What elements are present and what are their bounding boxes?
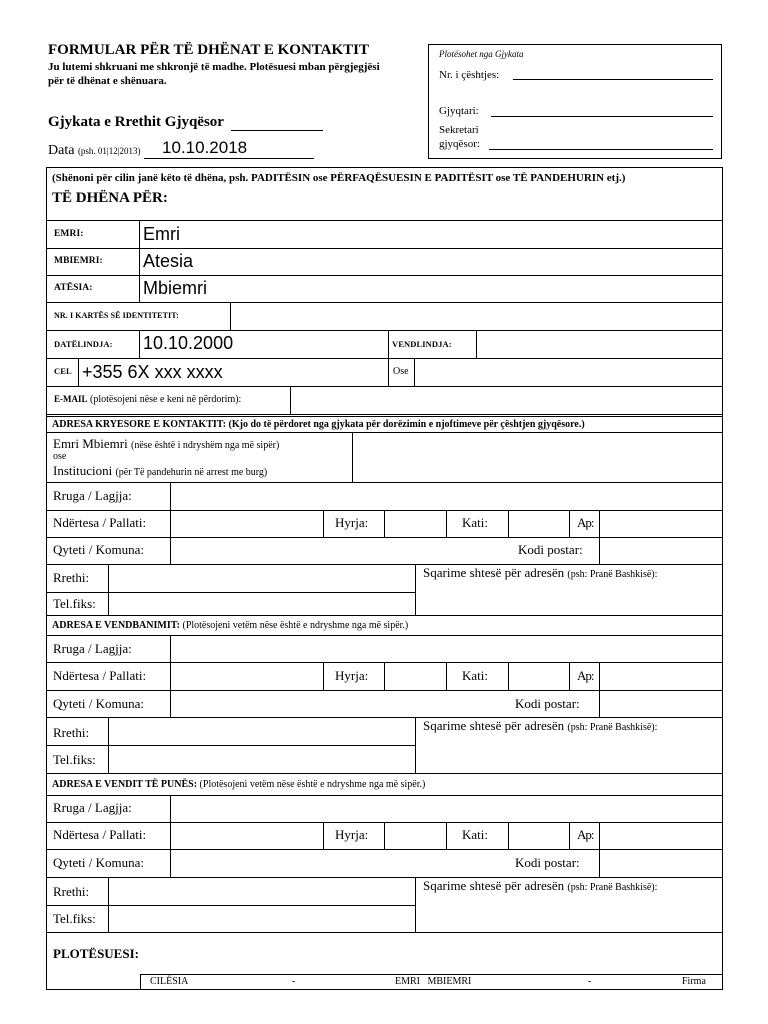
recipient-name-label: Emri Mbiemri	[53, 436, 128, 451]
residence-heading	[52, 620, 408, 631]
main-street-field[interactable]	[172, 484, 720, 508]
res-building-field[interactable]	[172, 664, 321, 688]
main-floor-label: Kati:	[462, 515, 488, 530]
main-city-field[interactable]	[172, 539, 510, 562]
main-phone-field[interactable]	[110, 594, 413, 614]
email-field[interactable]	[292, 388, 720, 412]
res-phone-label: Tel.fiks:	[53, 752, 96, 767]
work-district-label: Rrethi:	[53, 884, 90, 899]
res-postal-label: Kodi postar:	[515, 696, 580, 711]
main-entrance-field[interactable]	[386, 512, 444, 535]
work-phone-label: Tel.fiks:	[53, 911, 96, 926]
work-building-label: Ndërtesa / Pallati:	[53, 827, 147, 842]
footer-dash-1: -	[292, 976, 296, 987]
main-notes-field[interactable]	[417, 582, 720, 613]
birthplace-label: VENDLINDJA:	[392, 339, 452, 349]
secretary-label-1: Sekretari	[439, 124, 479, 136]
cel-label: CEL	[54, 366, 72, 376]
form-instructions: Ju lutemi shkruani me shkronjë të madhe. Plotësuesi mban përgjegjësi për të dhënat e shënuara.	[48, 61, 380, 87]
dob-value[interactable]: 10.10.2000	[143, 333, 234, 353]
residence-hint: (Plotësojeni vetëm nëse është e ndryshme nga më sipër.)	[182, 620, 409, 631]
work-city-label: Qyteti / Komuna:	[53, 855, 144, 870]
work-postal-field[interactable]	[601, 851, 720, 875]
case-number-label: Nr. i çështjes:	[439, 69, 500, 81]
main-building-field[interactable]	[172, 512, 321, 535]
main-district-label: Rrethi:	[53, 570, 90, 585]
cel-value[interactable]: +355 6X xxx xxxx	[82, 362, 223, 382]
work-entrance-field[interactable]	[386, 824, 444, 847]
date-value: 10.10.2018	[162, 138, 248, 157]
institution-line	[53, 463, 267, 479]
res-street-label: Rruga / Lagjja:	[53, 641, 132, 656]
work-district-field[interactable]	[110, 879, 413, 903]
res-phone-field[interactable]	[110, 747, 413, 771]
signature-label: Firma	[682, 976, 706, 987]
work-notes-field[interactable]	[417, 896, 720, 930]
main-phone-label: Tel.fiks:	[53, 596, 96, 611]
judge-label: Gjyqtari:	[439, 105, 479, 117]
email-label	[54, 394, 241, 405]
work-phone-field[interactable]	[110, 907, 413, 930]
res-entrance-field[interactable]	[386, 664, 444, 688]
atesia-value[interactable]: Mbiemri	[143, 278, 208, 298]
mbiemri-label: MBIEMRI:	[54, 256, 103, 266]
res-street-field[interactable]	[172, 637, 720, 660]
main-notes-hint: (psh: Pranë Bashkisë):	[567, 569, 658, 580]
id-card-field[interactable]	[232, 304, 720, 328]
email-label-text: E-MAIL	[54, 394, 88, 404]
case-number-line[interactable]	[513, 79, 713, 80]
main-district-field[interactable]	[110, 566, 413, 590]
date-field[interactable]	[144, 138, 314, 159]
main-floor-field[interactable]	[510, 512, 567, 535]
filler-label: PLOTËSUESI:	[53, 946, 139, 961]
institution-hint: (për Të pandehurin në arrest me burg)	[115, 467, 268, 478]
recipient-name-field[interactable]	[354, 434, 720, 480]
main-apt-label: Ap:	[577, 515, 594, 530]
emri-value[interactable]: Emri	[143, 224, 180, 244]
res-notes-field[interactable]	[417, 736, 720, 771]
quality-label: CILËSIA	[150, 976, 189, 987]
recipient-name-hint: (nëse është i ndryshëm nga më sipër)	[131, 440, 280, 451]
work-notes-hint: (psh: Pranë Bashkisë):	[567, 882, 658, 893]
date-row	[48, 138, 314, 159]
court-label-text: Gjykata e Rrethit Gjyqësor	[48, 114, 224, 130]
main-notes-label	[423, 565, 657, 581]
work-street-field[interactable]	[172, 797, 720, 820]
work-street-label: Rruga / Lagjja:	[53, 800, 132, 815]
main-postal-field[interactable]	[601, 539, 720, 562]
work-heading	[52, 779, 425, 790]
birthplace-field[interactable]	[478, 332, 720, 356]
secretary-line[interactable]	[489, 149, 713, 150]
res-notes-hint: (psh: Pranë Bashkisë):	[567, 722, 658, 733]
res-postal-field[interactable]	[601, 692, 720, 715]
secretary-label-2: gjyqësor:	[439, 138, 480, 150]
main-notes-text: Sqarime shtesë për adresën	[423, 565, 565, 580]
res-entrance-label: Hyrja:	[335, 668, 369, 683]
work-floor-label: Kati:	[462, 827, 488, 842]
court-use-box	[428, 44, 722, 159]
work-entrance-label: Hyrja:	[335, 827, 369, 842]
main-apt-field[interactable]	[601, 512, 720, 535]
judge-line[interactable]	[491, 116, 713, 117]
main-postal-label: Kodi postar:	[518, 542, 583, 557]
residence-heading-text: ADRESA E VENDBANIMIT:	[52, 620, 180, 631]
res-floor-field[interactable]	[510, 664, 567, 688]
date-label: Data	[48, 143, 75, 158]
email-hint: (plotësojeni nëse e keni në përdorim):	[90, 394, 242, 405]
res-notes-text: Sqarime shtesë për adresën	[423, 718, 565, 733]
work-postal-label: Kodi postar:	[515, 855, 580, 870]
court-box-caption: Plotësohet nga Gjykata	[439, 49, 524, 59]
work-notes-text: Sqarime shtesë për adresën	[423, 878, 565, 893]
dob-label: DATËLINDJA:	[54, 339, 113, 349]
institution-label: Institucioni	[53, 463, 113, 478]
res-apt-label: Ap:	[577, 668, 594, 683]
main-entrance-label: Hyrja:	[335, 515, 369, 530]
mbiemri-value[interactable]: Atesia	[143, 251, 194, 271]
res-building-label: Ndërtesa / Pallati:	[53, 668, 147, 683]
footer-dash-2: -	[588, 976, 592, 987]
res-city-field[interactable]	[172, 692, 510, 715]
id-card-label: NR. I KARTËS SË IDENTITETIT:	[54, 311, 179, 320]
work-notes-label	[423, 878, 657, 894]
main-building-label: Ndërtesa / Pallati:	[53, 515, 147, 530]
main-city-label: Qyteti / Komuna:	[53, 542, 144, 557]
res-notes-label	[423, 718, 657, 734]
emri-label: EMRI:	[54, 229, 84, 239]
work-apt-field[interactable]	[601, 824, 720, 847]
court-line[interactable]	[231, 116, 323, 131]
main-street-label: Rruga / Lagjja:	[53, 488, 132, 503]
res-floor-label: Kati:	[462, 668, 488, 683]
work-building-field[interactable]	[172, 824, 321, 847]
name-label: EMRI MBIEMRI	[395, 976, 472, 987]
form-title: FORMULAR PËR TË DHËNAT E KONTAKTIT	[48, 42, 370, 58]
work-city-field[interactable]	[172, 851, 510, 875]
res-apt-field[interactable]	[601, 664, 720, 688]
or-label: ose	[53, 451, 67, 462]
date-hint: (psh. 01|12|2013)	[77, 146, 141, 156]
work-hint: (Plotësojeni vetëm nëse është e ndryshme nga më sipër.)	[199, 779, 426, 790]
work-floor-field[interactable]	[510, 824, 567, 847]
party-heading: TË DHËNA PËR:	[52, 190, 168, 206]
work-heading-text: ADRESA E VENDIT TË PUNËS:	[52, 779, 198, 790]
res-district-label: Rrethi:	[53, 725, 90, 740]
work-apt-label: Ap:	[577, 827, 594, 842]
recipient-name-line	[53, 436, 279, 452]
alt-phone-field[interactable]	[416, 360, 720, 384]
res-city-label: Qyteti / Komuna:	[53, 696, 144, 711]
atesia-label: ATËSIA:	[54, 283, 93, 293]
main-address-heading: ADRESA KRYESORE E KONTAKTIT: (Kjo do të përdoret nga gjykata për dorëzimin e njoftimeve për çështjen gjyqësore.)	[52, 419, 585, 430]
res-district-field[interactable]	[110, 719, 413, 743]
party-note: (Shënoni për cilin janë këto të dhëna, psh. PADITËSIN ose PËRFAQËSUESIN E PADITËSIT ose TË PANDEHURIN etj.)	[52, 172, 626, 184]
court-label	[48, 114, 323, 131]
ose-label: Ose	[393, 366, 409, 377]
